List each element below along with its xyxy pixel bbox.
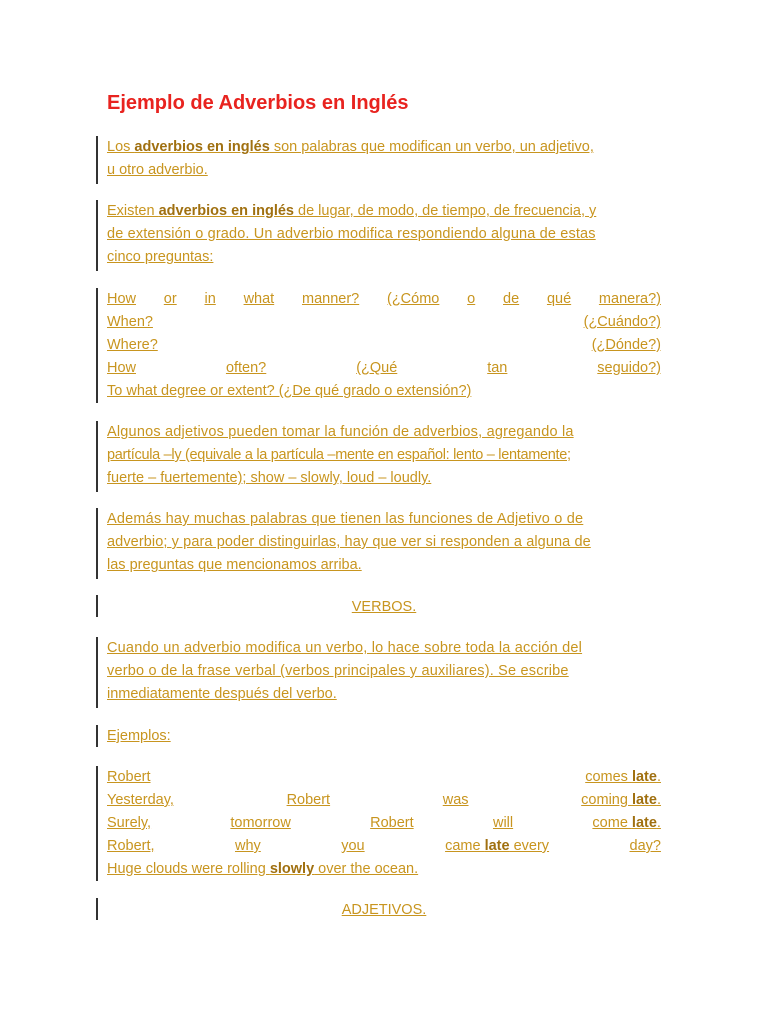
bold-adverb: late	[631, 815, 657, 831]
paragraph-line: Algunos adjetivos pueden tomar la función de adverbios, agregando la	[107, 424, 574, 440]
bold-term: adverbios en inglés	[158, 203, 294, 219]
paragraph-line: cinco preguntas:	[107, 249, 214, 265]
paragraph-line: de extensión o grado. Un adverbio modifica respondiendo alguna de estas	[107, 226, 596, 242]
section-heading-adjetivos-wrap	[0, 899, 768, 922]
example-line: Yesterday, Robert was coming late.	[107, 792, 661, 808]
section-heading-verbos-wrap	[0, 596, 768, 619]
bold-adverb: late	[631, 769, 657, 785]
paragraph-types	[107, 200, 661, 269]
change-bar	[96, 200, 98, 271]
example-line: Robert comes late.	[107, 769, 661, 785]
example-line: Surely, tomorrow Robert will come late.	[107, 815, 661, 831]
section-heading-verbos: VERBOS.	[351, 599, 417, 615]
change-bar	[96, 421, 98, 492]
change-bar	[96, 288, 98, 403]
examples-list	[107, 766, 661, 881]
example-line: Huge clouds were rolling slowly over the ocean.	[107, 861, 419, 877]
paragraph-line: las preguntas que mencionamos arriba.	[107, 557, 362, 573]
examples-label-wrap	[107, 725, 661, 748]
paragraph-intro	[107, 136, 661, 182]
bold-adverb: late	[631, 792, 657, 808]
paragraph-line: adverbio; y para poder distinguirlas, hay que ver si responden a alguna de	[107, 534, 591, 550]
change-bar	[96, 725, 98, 747]
examples-label: Ejemplos:	[107, 728, 171, 744]
example-line: Robert, why you came late every day?	[107, 838, 661, 854]
bold-adverb: late	[484, 838, 510, 854]
paragraph-line: inmediatamente después del verbo.	[107, 686, 337, 702]
paragraph-line: partícula –ly (equivale a la partícula –mente en español: lento – lentamente;	[107, 447, 571, 463]
paragraph-line: Cuando un adverbio modifica un verbo, lo hace sobre toda la acción del	[107, 640, 583, 656]
question-line: When? (¿Cuándo?)	[107, 314, 661, 330]
paragraph-verb-modifier	[107, 637, 661, 706]
change-bar	[96, 637, 98, 708]
paragraph-distinguish	[107, 508, 661, 577]
page-title: Ejemplo de Adverbios en Inglés	[107, 92, 409, 114]
paragraph-ly-suffix	[107, 421, 661, 490]
paragraph-line: u otro adverbio.	[107, 162, 208, 178]
question-line: How or in what manner? (¿Cómo o de qué manera?)	[107, 291, 661, 307]
paragraph-line: Además hay muchas palabras que tienen las funciones de Adjetivo o de	[107, 511, 584, 527]
bold-term: adverbios en inglés	[134, 139, 270, 155]
paragraph-line: Los adverbios en inglés son palabras que modifican un verbo, un adjetivo,	[107, 139, 594, 155]
bold-adverb: slowly	[269, 861, 315, 877]
question-line: How often? (¿Qué tan seguido?)	[107, 360, 661, 376]
change-bar	[96, 766, 98, 881]
paragraph-line: verbo o de la frase verbal (verbos principales y auxiliares). Se escribe	[107, 663, 569, 679]
change-bar	[96, 508, 98, 579]
change-bar	[96, 136, 98, 184]
paragraph-line: fuerte – fuertemente); show – slowly, loud – loudly.	[107, 470, 432, 486]
section-heading-adjetivos: ADJETIVOS.	[341, 902, 427, 918]
question-line: To what degree or extent? (¿De qué grado o extensión?)	[107, 383, 472, 399]
question-line: Where? (¿Dónde?)	[107, 337, 661, 353]
paragraph-questions	[107, 288, 661, 403]
paragraph-line: Existen adverbios en inglés de lugar, de modo, de tiempo, de frecuencia, y	[107, 203, 597, 219]
